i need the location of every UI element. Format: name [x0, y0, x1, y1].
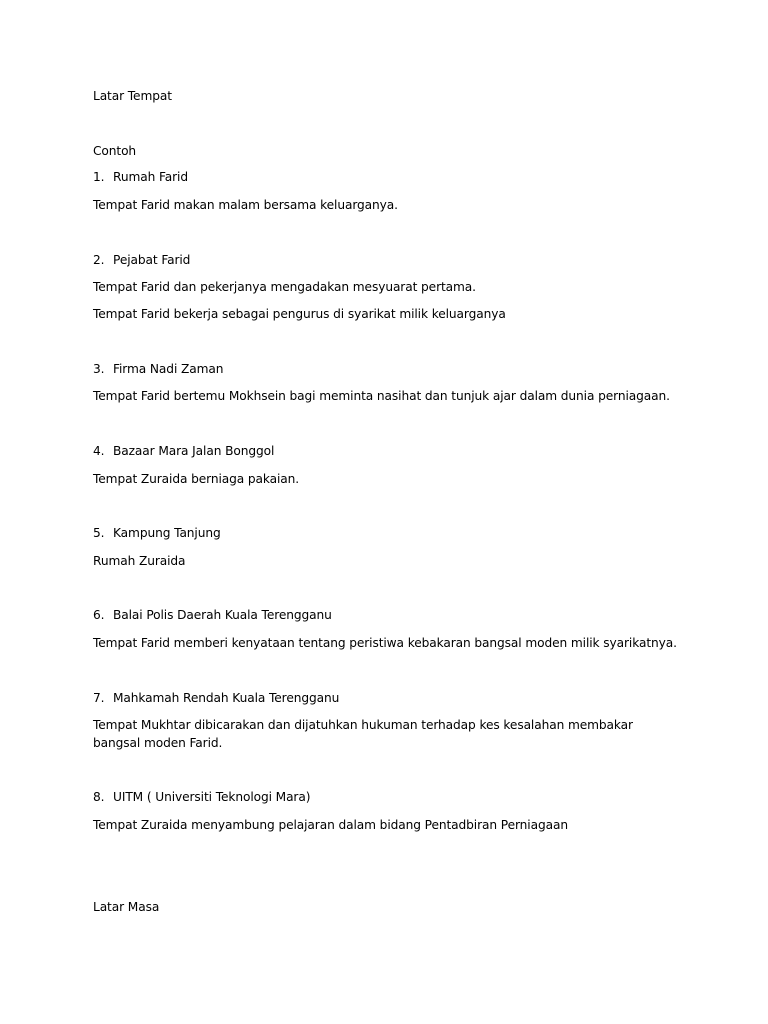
list-item-description: Rumah Zuraida — [93, 554, 186, 568]
list-item-place: Pejabat Farid — [113, 253, 191, 267]
list-item-description: Tempat Zuraida menyambung pelajaran dalam bidang Pentadbiran Perniagaan — [93, 818, 568, 832]
list-item-place: Rumah Farid — [113, 170, 188, 184]
list-item-place: UITM ( Universiti Teknologi Mara) — [113, 790, 311, 804]
list-item-description: Tempat Mukhtar dibicarakan dan dijatuhkan hukuman terhadap kes kesalahan membakar bangsal moden Farid. — [93, 718, 633, 750]
list-item-description: Tempat Zuraida berniaga pakaian. — [93, 472, 300, 486]
list-item-number: 6. — [93, 608, 105, 622]
list-item-heading — [93, 168, 188, 186]
list-item-place: Firma Nadi Zaman — [113, 362, 224, 376]
list-item-number: 8. — [93, 790, 105, 804]
list-item-heading — [93, 689, 339, 707]
list-item-place: Balai Polis Daerah Kuala Terengganu — [113, 608, 332, 622]
list-item-description: Tempat Farid dan pekerjanya mengadakan mesyuarat pertama. — [93, 280, 476, 294]
list-item-heading — [93, 788, 310, 806]
list-item-description: Tempat Farid memberi kenyataan tentang peristiwa kebakaran bangsal moden milik syarikatnya. — [93, 636, 677, 650]
list-item-heading — [93, 360, 223, 378]
list-item-number: 2. — [93, 253, 105, 267]
list-item-number: 1. — [93, 170, 105, 184]
list-item-number: 7. — [93, 691, 105, 705]
list-item-place: Mahkamah Rendah Kuala Terengganu — [113, 691, 340, 705]
list-item-heading — [93, 606, 332, 624]
list-item-place: Kampung Tanjung — [113, 526, 221, 540]
example-label: Contoh — [93, 144, 137, 158]
section-title: Latar Tempat — [93, 89, 172, 103]
list-item-description: Tempat Farid bekerja sebagai pengurus di syarikat milik keluarganya — [93, 307, 506, 321]
list-item-heading — [93, 524, 221, 542]
list-item-number: 4. — [93, 444, 105, 458]
list-item-heading — [93, 442, 274, 460]
list-item-heading — [93, 251, 190, 269]
list-item-number: 3. — [93, 362, 105, 376]
list-item-number: 5. — [93, 526, 105, 540]
list-item-description: Tempat Farid bertemu Mokhsein bagi meminta nasihat dan tunjuk ajar dalam dunia perniagaan. — [93, 389, 670, 403]
list-item-description: Tempat Farid makan malam bersama keluarganya. — [93, 198, 398, 212]
list-item-place: Bazaar Mara Jalan Bonggol — [113, 444, 275, 458]
next-section-title: Latar Masa — [93, 900, 160, 914]
